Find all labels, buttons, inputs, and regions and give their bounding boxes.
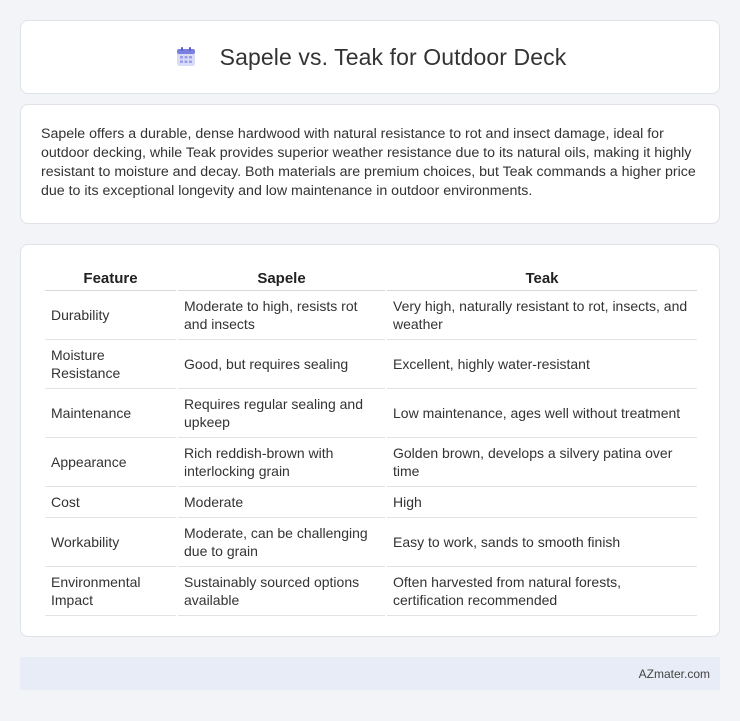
feature-cell: Environmental Impact — [45, 567, 176, 616]
table-row — [45, 389, 697, 438]
teak-cell: Low maintenance, ages well without treatment — [387, 389, 697, 438]
header-sapele: Sapele — [178, 265, 385, 291]
comparison-table-card — [20, 244, 720, 637]
sapele-cell: Moderate — [178, 487, 385, 518]
teak-cell: Very high, naturally resistant to rot, insects, and weather — [387, 291, 697, 340]
sapele-cell: Requires regular sealing and upkeep — [178, 389, 385, 438]
summary-text: Sapele offers a durable, dense hardwood with natural resistance to rot and insect damage, ideal for outdoor decking, while Teak provides superior weather resistance due to its natural oils, making it highly resistant to moisture and decay. Both materials are premium choices, but Teak commands a higher price due to its exceptional longevity and low maintenance in outdoor environments. — [41, 126, 696, 199]
table-row — [45, 291, 697, 340]
page-title: Sapele vs. Teak for Outdoor Deck — [219, 43, 567, 70]
summary-card — [20, 104, 720, 224]
feature-cell: Cost — [45, 487, 176, 518]
feature-cell: Workability — [45, 518, 176, 567]
sapele-cell: Moderate to high, resists rot and insects — [178, 291, 385, 340]
table-row — [45, 487, 697, 518]
teak-cell: High — [387, 487, 697, 518]
sapele-cell: Rich reddish-brown with interlocking grain — [178, 438, 385, 487]
feature-cell: Moisture Resistance — [45, 340, 176, 389]
table-row — [45, 340, 697, 389]
teak-cell: Golden brown, develops a silvery patina over time — [387, 438, 697, 487]
header-card — [20, 20, 720, 94]
teak-cell: Excellent, highly water-resistant — [387, 340, 697, 389]
teak-cell: Easy to work, sands to smooth finish — [387, 518, 697, 567]
comparison-table — [43, 265, 699, 616]
footer-brand: AZmater.com — [638, 666, 710, 681]
sapele-cell: Moderate, can be challenging due to grain — [178, 518, 385, 567]
feature-cell: Appearance — [45, 438, 176, 487]
table-row — [45, 438, 697, 487]
feature-cell: Maintenance — [45, 389, 176, 438]
calendar-icon — [174, 45, 198, 69]
table-row — [45, 567, 697, 616]
table-row — [45, 518, 697, 567]
table-header-row — [45, 265, 697, 291]
header-teak: Teak — [387, 265, 697, 291]
feature-cell: Durability — [45, 291, 176, 340]
title-wrap — [174, 44, 567, 71]
footer-bar — [20, 657, 720, 690]
header-feature: Feature — [45, 265, 176, 291]
sapele-cell: Good, but requires sealing — [178, 340, 385, 389]
teak-cell: Often harvested from natural forests, certification recommended — [387, 567, 697, 616]
sapele-cell: Sustainably sourced options available — [178, 567, 385, 616]
